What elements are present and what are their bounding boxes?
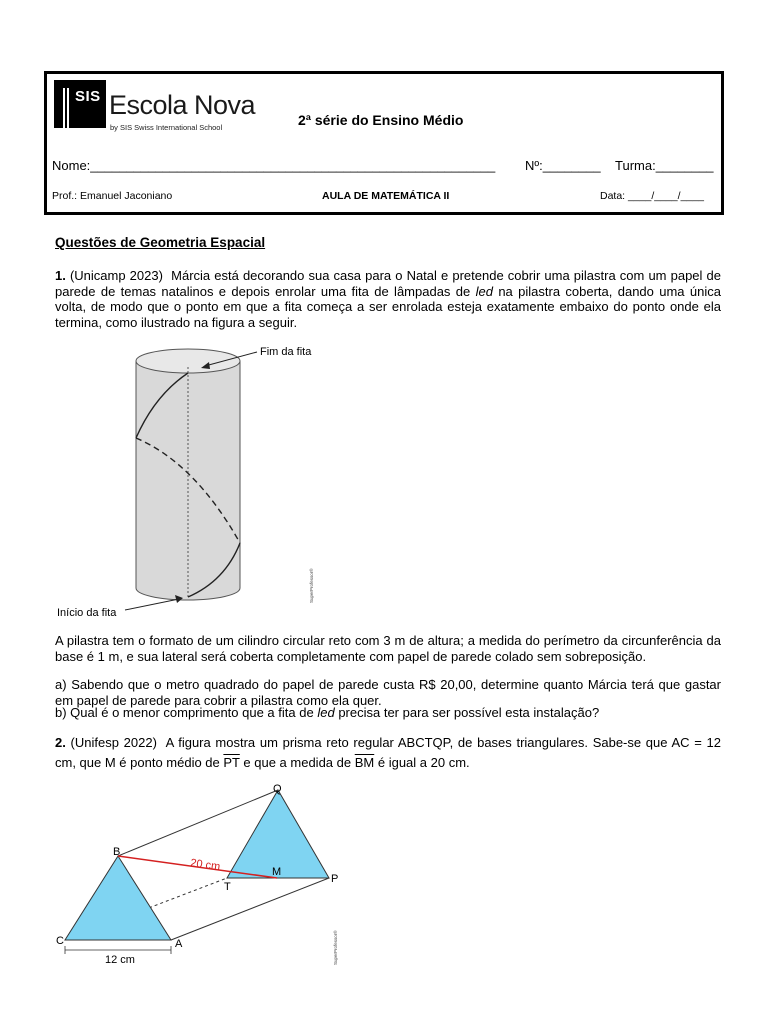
q2-source: (Unifesp 2022) [70, 735, 157, 750]
segment-pt: $\overline{PT}$ [223, 755, 240, 770]
q1-item-a: a) Sabendo que o metro quadrado do papel de parede custa R$ 20,00, determine quanto Márcia terá que gastar em papel de parede para cobrir a pilastra como ela quer. [55, 677, 721, 708]
section-title: Questões de Geometria Espacial [55, 235, 266, 250]
logo-badge [54, 80, 106, 128]
bm-length-label: 20 cm [189, 857, 221, 874]
q2-credit: SuperProfessor® [333, 930, 338, 965]
q2-text-b: e que a medida de [243, 755, 352, 770]
vertex-b: B [113, 846, 121, 858]
q1-statement [55, 268, 721, 330]
q2-text-a: A figura mostra um prisma reto regular ABCTQP, de bases triangulares. Sabe-se que AC = 12 cm, que M é ponto médio de [55, 735, 721, 770]
vertex-t: T [224, 881, 231, 893]
triangle-bca [65, 856, 171, 940]
name-field: Nome:________________________________________________________ [52, 158, 496, 173]
q1-item-b [55, 705, 721, 721]
segment-bm: $\overline{BM}$ [354, 755, 375, 770]
q1-item-b-pre: b) Qual é o menor comprimento que a fita de [55, 705, 314, 720]
lesson-title: AULA DE MATEMÁTICA II [322, 190, 450, 202]
q1-led: led [475, 283, 493, 299]
header-box [44, 71, 724, 215]
label-start: Início da fita [57, 607, 117, 619]
grade-title: 2ª série do Ensino Médio [298, 112, 464, 128]
q1-source: (Unicamp 2023) [69, 268, 163, 283]
number-field: Nº:________ [525, 158, 601, 173]
logo-bars-icon [63, 88, 71, 128]
q1-text-a: Márcia está decorando sua casa para o Natal e pretende cobrir uma pilastra com um papel de parede de temas natalinos e depois enrolar uma fita de lâmpadas de [55, 268, 721, 299]
q1-item-b-led: led [317, 705, 335, 720]
q2-statement [55, 733, 721, 773]
vertex-p: P [331, 873, 339, 885]
q1-item-b-post: precisa ter para ser possível esta instalação? [338, 705, 600, 720]
q1-text-b: na pilastra coberta, dando uma única volta, de modo que o ponto em que a fita começa a ser enrolada esteja exatamente embaixo do ponto onde ela termina, como ilustrado na figura a seguir. [55, 283, 721, 330]
logo-tagline: by SIS Swiss International School [110, 123, 223, 132]
logo-badge-text: SIS [75, 88, 101, 105]
vertex-a: A [175, 938, 183, 950]
edge-ap [171, 878, 329, 940]
q1-cylinder-text: A pilastra tem o formato de um cilindro circular reto com 3 m de altura; a medida do perímetro da circunferência da base é 1 m, e sua lateral será coberta completamente com papel de parede colado sem sobreposição. [55, 633, 721, 664]
q1-number: 1. [55, 268, 66, 283]
vertex-q: Q [273, 783, 282, 795]
class-field: Turma:________ [615, 158, 714, 173]
q1-cylinder-figure [55, 333, 325, 623]
q2-text-c: é igual a 20 cm. [377, 755, 470, 770]
q2-prism-figure [55, 780, 345, 970]
ac-length-label: 12 cm [105, 954, 135, 966]
vertex-m: M [272, 866, 282, 878]
q1-credit: SuperProfessor® [309, 568, 314, 603]
date-field: Data: ____/____/____ [600, 190, 704, 202]
label-end: Fim da fita [260, 346, 312, 358]
vertex-c: C [56, 935, 64, 947]
q2-number: 2. [55, 735, 66, 750]
logo-name: Escola Nova [109, 90, 256, 120]
triangle-tqp [227, 790, 329, 878]
professor-label: Prof.: Emanuel Jaconiano [52, 190, 173, 202]
